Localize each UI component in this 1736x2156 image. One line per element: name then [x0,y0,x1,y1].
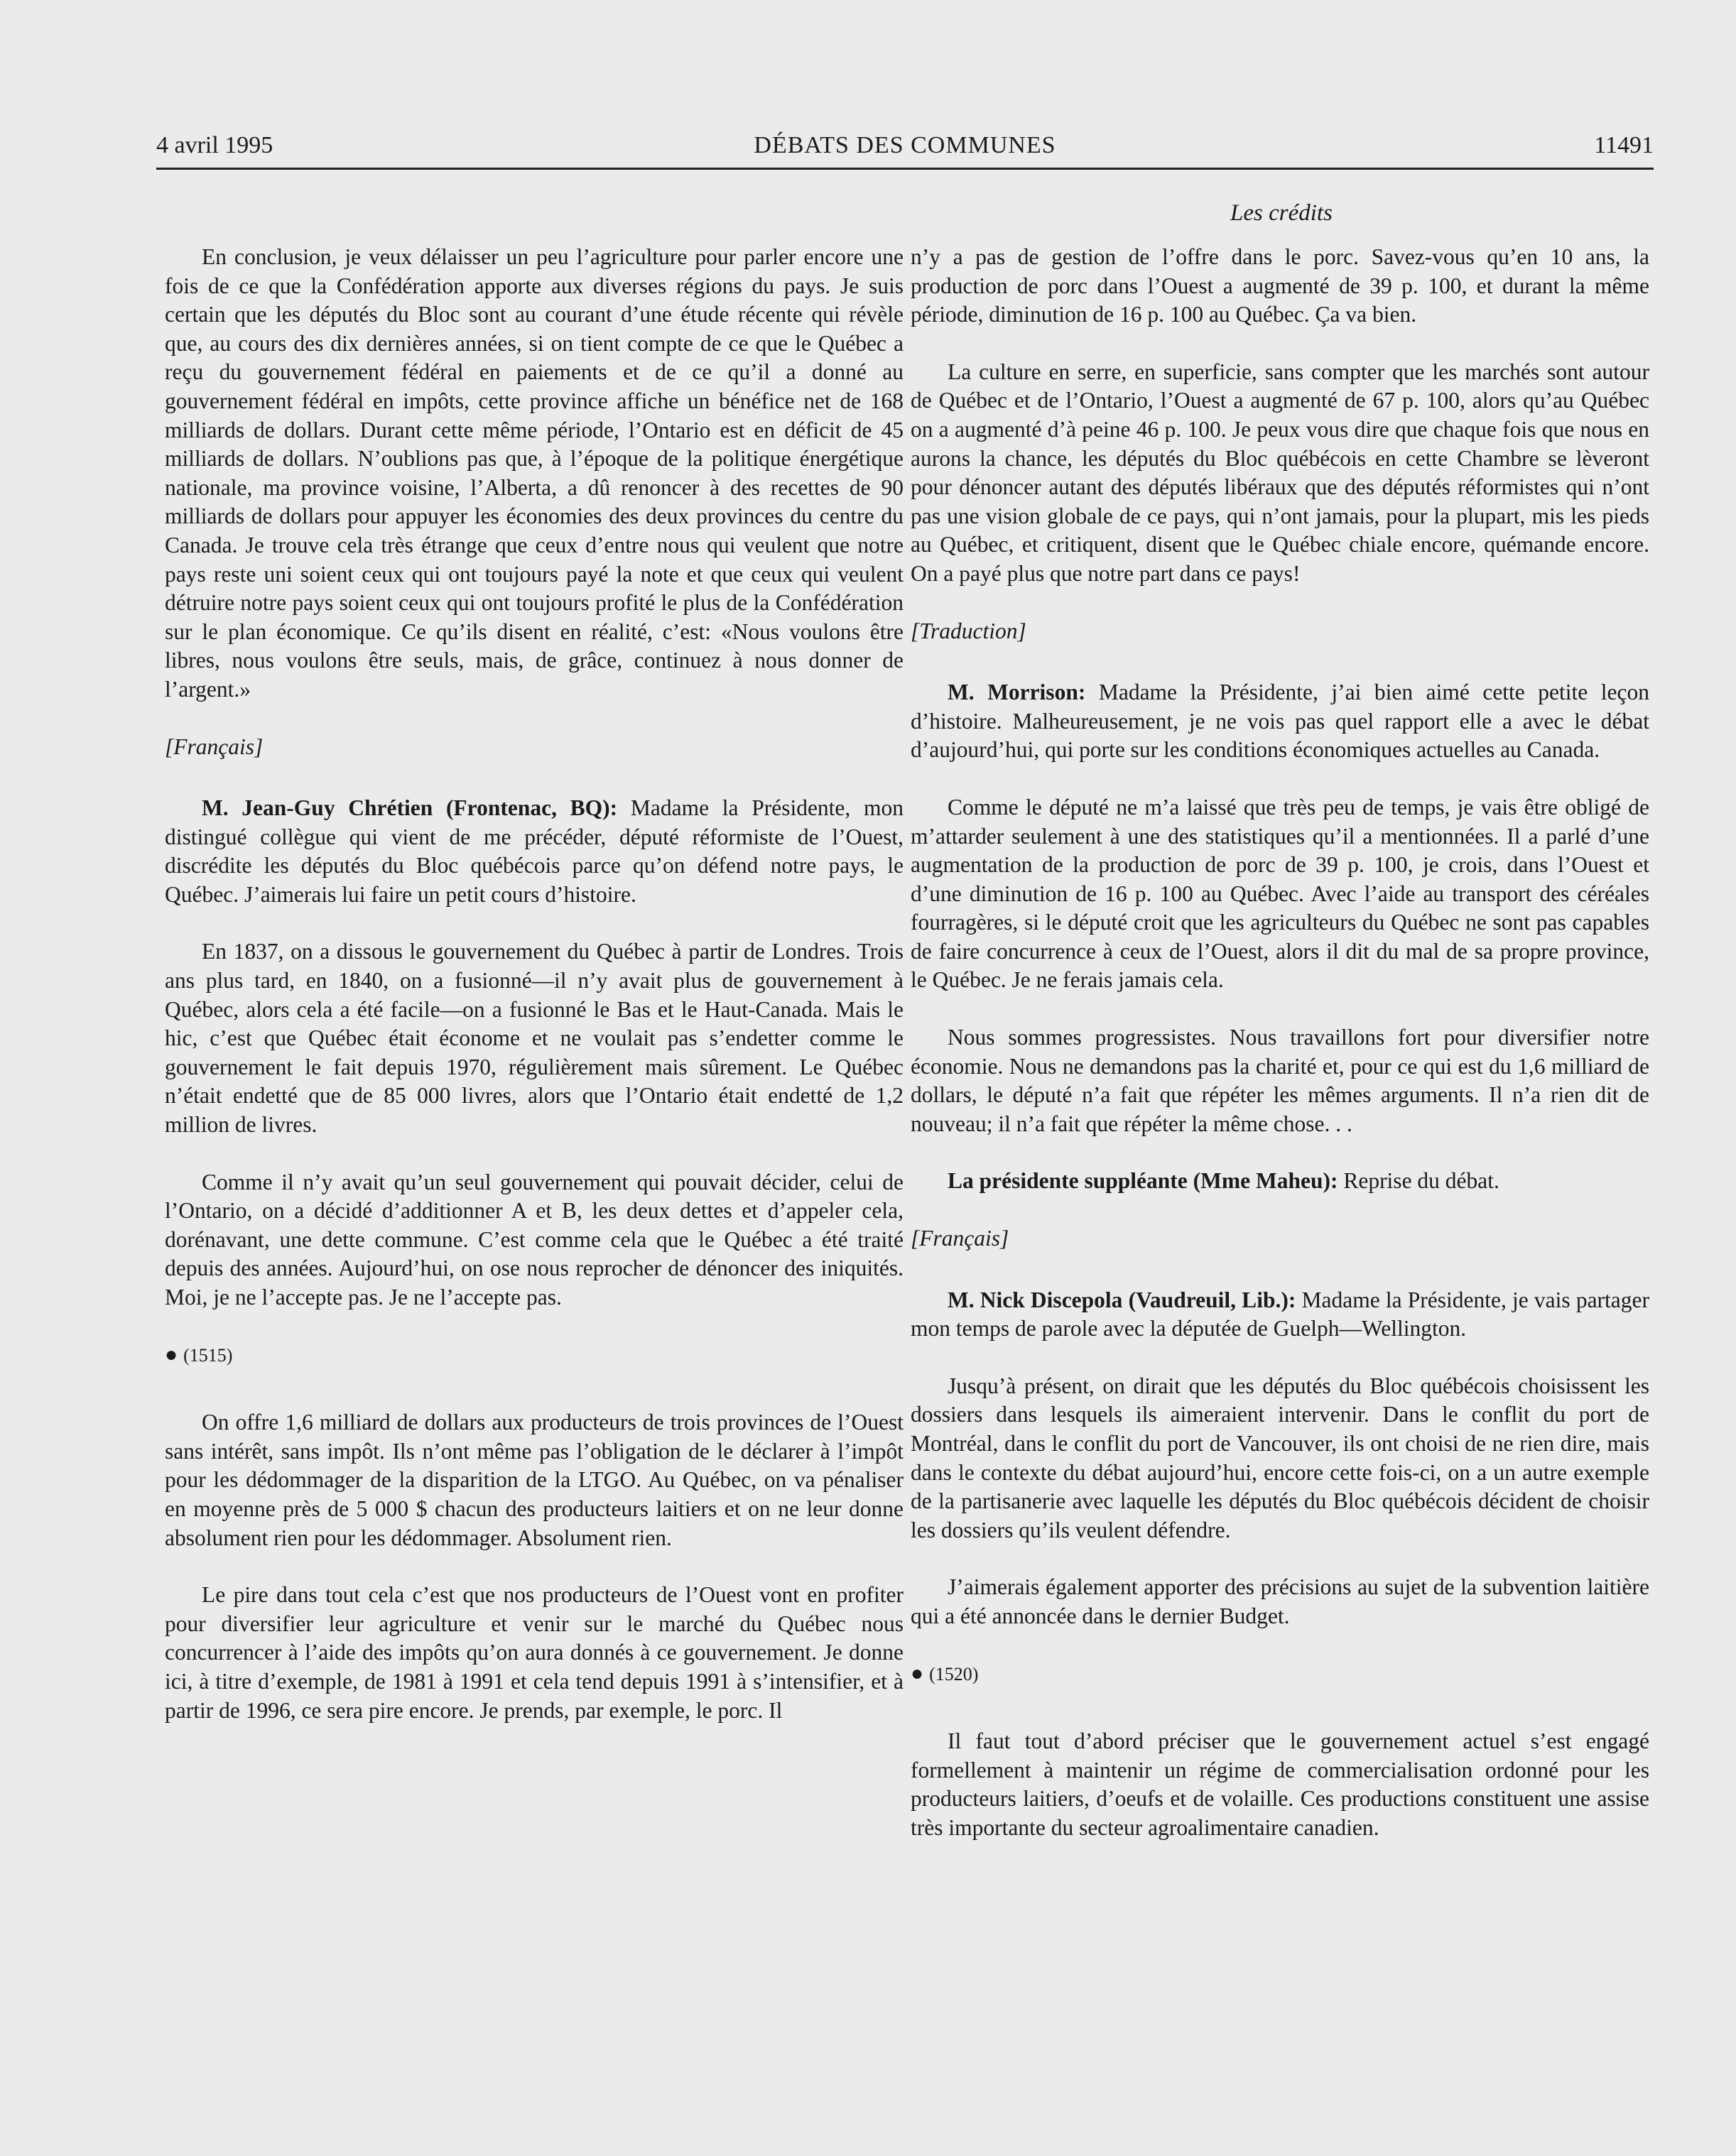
speaker-name: La présidente suppléante (Mme Maheu): [948,1168,1338,1194]
time-stamp [911,1660,1649,1689]
paragraph: Il faut tout d’abord préciser que le gouvernement actuel s’est engagé formellement à maintenir un régime de commercialisation ordonné pour les producteurs laitiers, d’oeufs et de volaille. Ces productions constituent une assise très importante du secteur agroalimentaire canadien. [911,1728,1649,1840]
paragraph-continued: n’y a pas de gestion de l’offre dans le porc. Savez-vous qu’en 10 ans, la production de porc dans l’Ouest a augmenté de 39 p. 100, et durant la même période, diminution de 16 p. 100 au Québec. Ça va bien. [911,244,1649,327]
speech-text: Reprise du débat. [1338,1168,1499,1194]
paragraph: Jusqu’à présent, on dirait que les députés du Bloc québécois choisissent les dossiers dans lesquels ils aimeraient intervenir. Dans le conflit du port de Montréal, dans le conflit du port de Vancouver, ils ont choisi de ne rien dire, mais dans le contexte du débat aujourd’hui, encore cette fois-ci, on a un autre exemple de la partisanerie avec laquelle les députés du Bloc québécois décident de choisir les dossiers qu’ils veulent défendre. [911,1373,1649,1542]
speech-paragraph [165,794,904,909]
speaker-name: M. Jean-Guy Chrétien (Frontenac, BQ): [202,795,618,821]
speech-text: Madame la Présidente, je vais partager mon temps de parole avec la députée de Guelph—Wellington. [911,1287,1649,1341]
speaker-name: M. Nick Discepola (Vaudreuil, Lib.): [948,1287,1296,1312]
paragraph: En conclusion, je veux délaisser un peu l’agriculture pour parler encore une fois de ce que la Confédération apporte aux diverses régions du pays. Je suis certain que les députés du Bloc sont au courant d’une étude récente qui révèle que, au cours des dix dernières années, si on tient compte de ce que le Québec a reçu du gouvernement fédéral en paiements et de ce qu’il a donné au gouvernement fédéral en impôts, cette province affiche un bénéfice net de 168 milliards de dollars. Durant cette même période, l’Ontario est en déficit de 45 milliards de dollars. N’oublions pas que, à l’époque de la politique énergétique nationale, ma province voisine, l’Alberta, a dû renoncer à des recettes de 90 milliards de dollars pour appuyer les économies des deux provinces du centre du Canada. Je trouve cela très étrange que ceux d’entre nous qui veulent que notre pays reste uni soient ceux qui ont toujours payé la note et que ceux qui veulent détruire notre pays soient ceux qui ont toujours profité le plus de la Confédération sur le plan économique. Ce qu’ils disent en réalité, c’est: «Nous voulons être libres, nous voulons être seuls, mais, de grâce, continuez à nous donner de l’argent.» [165,244,904,702]
paragraph: La culture en serre, en superficie, sans compter que les marchés sont autour de Québec et de l’Ontario, l’Ouest a augmenté de 67 p. 100, alors qu’au Québec on a augmenté d’à peine 46 p. 100. Je peux vous dire que chaque fois que nous en aurons la chance, les députés du Bloc québécois en cette Chambre se lèveront pour dénoncer autant des députés libéraux que des députés réformistes qui n’ont pas une vision globale de ce pays, qui n’ont jamais, pour la plupart, mis les pieds au Québec, et critiquent, disent que le Québec chiale encore, quémande encore. On a payé plus que notre part dans ce pays! [911,359,1649,586]
bullet-icon: ● [911,1661,924,1685]
header-rule [156,168,1654,170]
language-tag: [Français] [911,1226,1009,1251]
speech-paragraph [911,678,1649,765]
time-stamp [165,1341,904,1371]
section-label: Les crédits [1230,200,1333,226]
header-title: DÉBATS DES COMMUNES [754,132,1056,158]
speech-paragraph [911,1286,1649,1344]
speech-text: Madame la Présidente, j’ai bien aimé cette petite leçon d’histoire. Malheureusement, je ne vois pas quel rapport elle a avec le débat d’aujourd’hui, qui porte sur les conditions économiques actuelles au Canada. [911,680,1649,763]
header-date: 4 avril 1995 [156,132,273,158]
speech-text: Madame la Présidente, mon distingué collègue qui vient de me précéder, député réformiste de l’Ouest, discrédite les députés du Bloc québécois parce qu’on défend notre pays, le Québec. J’aimerais lui faire un petit cours d’histoire. [165,795,904,907]
paragraph: Comme le député ne m’a laissé que très peu de temps, je vais être obligé de m’attarder seulement à une des statistiques qu’il a mentionnées. Il a parlé d’une augmentation de la production de porc de 39 p. 100, je crois, dans l’Ouest et d’une diminution de 16 p. 100 au Québec. Avec l’aide au transport des céréales fourragères, si le député croit que les agriculteurs du Québec ne sont pas capables de faire concurrence à ceux de l’Ouest, alors il dit du mal de sa propre province, le Québec. Je ne ferais jamais cela. [911,794,1649,993]
paragraph: J’aimerais également apporter des précisions au sujet de la subvention laitière qui a été annoncée dans le dernier Budget. [911,1574,1649,1628]
speaker-name: M. Morrison: [948,680,1086,705]
header-page-number: 11491 [1594,132,1654,158]
paragraph: Le pire dans tout cela c’est que nos producteurs de l’Ouest vont en profiter pour diversifier leur agriculture et venir sur le marché du Québec nous concurrencer à l’aide des impôts qu’on aura donnés à ce gouvernement. Je donne ici, à titre d’exemple, de 1981 à 1991 et cela tend depuis 1991 à s’intensifier, et à partir de 1996, ce sera pire encore. Je prends, par exemple, le porc. Il [165,1582,904,1723]
left-column [165,243,904,1753]
time-stamp-text: (1515) [183,1344,233,1366]
bullet-icon: ● [165,1342,178,1366]
paragraph: En 1837, on a dissous le gouvernement du Québec à partir de Londres. Trois ans plus tard, en 1840, on a fusionné—il n’y avait plus de gouvernement à Québec, alors cela a été facile—on a fusionné le Bas et le Haut-Canada. Mais le hic, c’est que Québec était économe et ne voulait pas s’endetter comme le gouvernement le fait depuis 1970, régulièrement mais sûrement. Le Québec n’était endetté que de 85 000 livres, alors que l’Ontario était endetté de 1,2 million de livres. [165,939,904,1138]
paragraph: Nous sommes progressistes. Nous travaillons fort pour diversifier notre économie. Nous ne demandons pas la charité et, pour ce qui est du 1,6 milliard de dollars, le député n’a fait que répéter les mêmes arguments. Il n’a rien dit de nouveau; il n’a fait que répéter la même chose. . . [911,1025,1649,1136]
page-header [156,121,1654,163]
time-stamp-text: (1520) [929,1663,979,1684]
language-tag: [Français] [165,734,264,759]
right-column [911,243,1649,1871]
paragraph: Comme il n’y avait qu’un seul gouvernement qui pouvait décider, celui de l’Ontario, on a décidé d’additionner A et B, les deux dettes et d’appeler cela, dorénavant, une dette commune. C’est comme cela que le Québec a été traité depuis des années. Aujourd’hui, on ose nous reprocher de dénoncer des iniquités. Moi, je ne l’accepte pas. Je ne l’accepte pas. [165,1169,904,1310]
language-tag: [Traduction] [911,618,1026,643]
paragraph: On offre 1,6 milliard de dollars aux producteurs de trois provinces de l’Ouest sans intérêt, sans impôt. Ils n’ont même pas l’obligation de le déclarer à l’impôt pour les dédommager de la disparition de la LTGO. Au Québec, on va pénaliser en moyenne près de 5 000 $ chacun des producteurs laitiers et on ne leur donne absolument rien pour les dédommager. Absolument rien. [165,1410,904,1550]
speech-paragraph [911,1167,1649,1196]
